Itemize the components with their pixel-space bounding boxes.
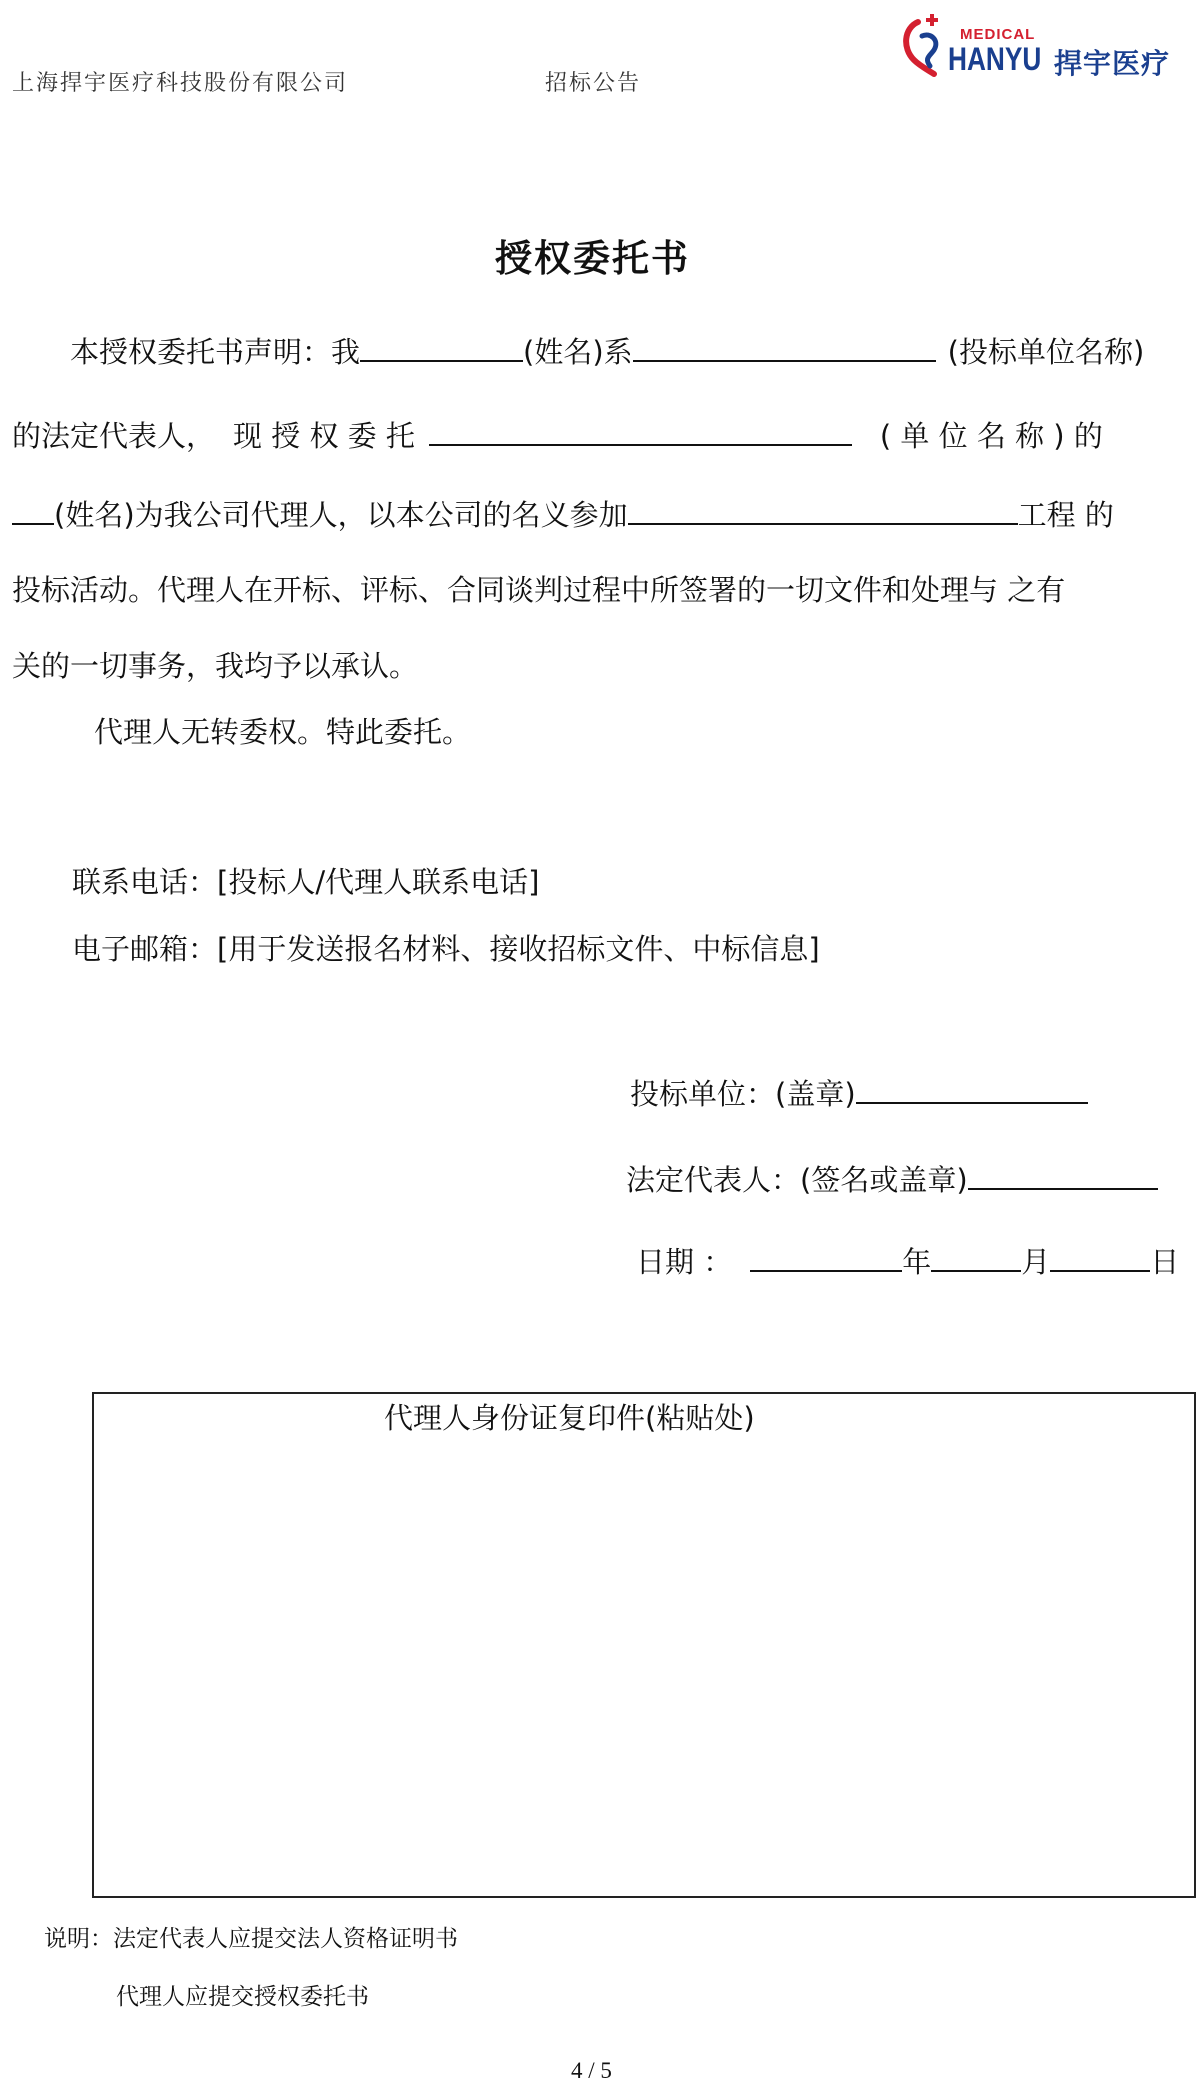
contact-email: 电子邮箱：[用于发送报名材料、接收招标文件、中标信息] [72, 932, 820, 966]
contact-phone: 联系电话：[投标人/代理人联系电话] [72, 865, 540, 899]
blank-month[interactable] [931, 1246, 1021, 1272]
blank-legal-rep-sign[interactable] [968, 1164, 1158, 1190]
text-unit-seal: 投标单位：(盖章) [630, 1077, 856, 1111]
signature-date [636, 1246, 1179, 1277]
blank-day[interactable] [1050, 1246, 1150, 1272]
text-declaration: 本授权委托书声明：我 [70, 335, 361, 369]
blank-year[interactable] [750, 1246, 902, 1272]
paragraph-line-4: 投标活动。代理人在开标、评标、合同谈判过程中所签署的一切文件和处理与 之有 [12, 573, 1066, 607]
document-type: 招标公告 [545, 71, 642, 96]
text-name-label: (姓名)系 [523, 335, 633, 369]
logo-chinese-text: 捍宇医疗 [1054, 47, 1171, 80]
page-number: 4 / 5 [571, 2058, 612, 2083]
text-date-label: 日期 ： [636, 1245, 733, 1279]
paragraph-line-3 [12, 499, 1114, 530]
text-bidder-unit-label: (投标单位名称) [947, 335, 1145, 369]
note-line-1: 说明：法定代表人应提交法人资格证明书 [44, 1926, 458, 1952]
blank-bidder-unit[interactable] [633, 336, 936, 362]
paragraph-line-2 [12, 420, 1103, 451]
blank-agent-name[interactable] [12, 499, 54, 525]
signature-unit [630, 1078, 1088, 1109]
text-year: 年 [902, 1245, 932, 1279]
paragraph-line-6: 代理人无转委权。特此委托。 [94, 715, 472, 749]
text-project-label: 工程 的 [1017, 498, 1114, 532]
blank-legal-rep-name[interactable] [360, 336, 523, 362]
id-copy-label: 代理人身份证复印件(粘贴处) [384, 1401, 755, 1435]
page-title: 授权委托书 [495, 237, 690, 280]
blank-agent-unit[interactable] [429, 420, 852, 446]
signature-legal-rep [626, 1164, 1158, 1195]
text-unit-name-label: ( 单 位 名 称 ) 的 [879, 419, 1103, 453]
company-name: 上海捍宇医疗科技股份有限公司 [12, 71, 349, 96]
text-month: 月 [1021, 1245, 1051, 1279]
note-line-2: 代理人应提交授权委托书 [116, 1984, 369, 2010]
company-logo [900, 14, 1180, 78]
text-legal-rep-sign: 法定代表人：(签名或盖章) [626, 1163, 968, 1197]
blank-unit-seal[interactable] [856, 1078, 1088, 1104]
id-copy-paste-area[interactable] [92, 1392, 1196, 1898]
text-legal-rep: 的法定代表人， [12, 419, 216, 453]
text-agent-appoint: (姓名)为我公司代理人，以本公司的名义参加 [54, 498, 628, 532]
logo-medical-text: MEDICAL [960, 26, 1036, 43]
paragraph-line-5: 关的一切事务，我均予以承认。 [12, 649, 419, 683]
text-authorize: 现 授 权 委 托 [233, 419, 415, 453]
text-day: 日 [1150, 1245, 1180, 1279]
paragraph-line-1 [70, 336, 1144, 367]
blank-project-name[interactable] [628, 499, 1018, 525]
logo-hanyu-text: HANYU [948, 41, 1042, 77]
